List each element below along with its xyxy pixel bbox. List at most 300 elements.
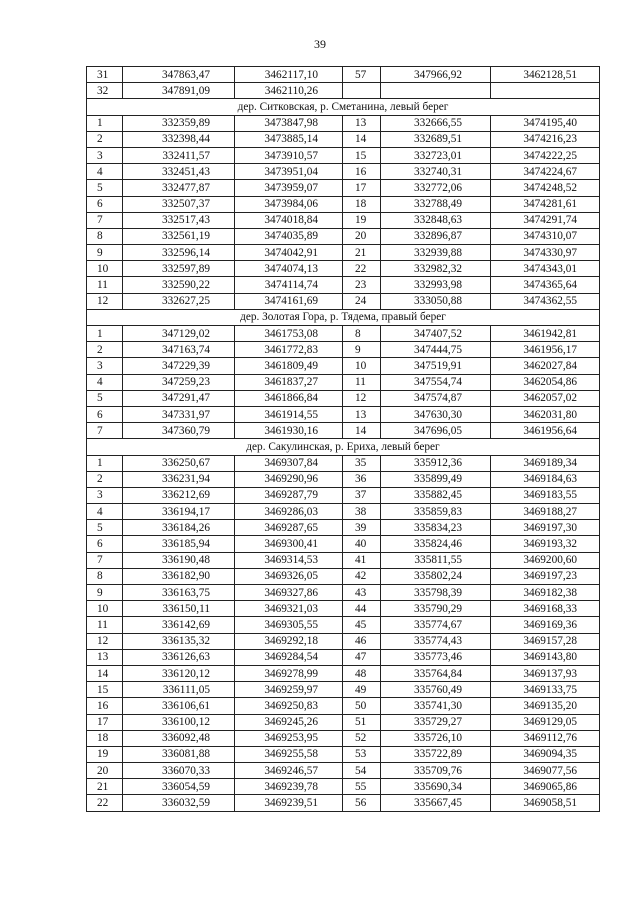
y-coordinate-cell: 3469245,26 [235, 714, 343, 730]
point-number-cell: 12 [87, 293, 123, 309]
point-number-cell: 13 [87, 649, 123, 665]
x-coordinate-cell: 335824,46 [381, 536, 491, 552]
y-coordinate-cell: 3473984,06 [235, 196, 343, 212]
x-coordinate-cell: 335811,55 [381, 552, 491, 568]
y-coordinate-cell: 3462031,80 [491, 406, 600, 422]
x-coordinate-cell: 347291,47 [123, 390, 235, 406]
x-coordinate-cell: 335764,84 [381, 665, 491, 681]
point-number-cell: 2 [87, 342, 123, 358]
table-row [87, 131, 600, 147]
point-number-cell: 8 [87, 568, 123, 584]
table-row [87, 746, 600, 762]
x-coordinate-cell: 332359,89 [123, 115, 235, 131]
y-coordinate-cell: 3461914,55 [235, 406, 343, 422]
y-coordinate-cell [491, 83, 600, 99]
point-number-cell: 39 [343, 520, 381, 536]
coordinates-table [86, 66, 600, 812]
table-row [87, 714, 600, 730]
section-header-row [87, 99, 600, 115]
y-coordinate-cell: 3469253,95 [235, 730, 343, 746]
table-row [87, 730, 600, 746]
y-coordinate-cell: 3469077,56 [491, 763, 600, 779]
table-row [87, 164, 600, 180]
table-row [87, 261, 600, 277]
point-number-cell: 9 [343, 342, 381, 358]
x-coordinate-cell: 332590,22 [123, 277, 235, 293]
table-row [87, 568, 600, 584]
y-coordinate-cell: 3469188,27 [491, 504, 600, 520]
x-coordinate-cell: 332982,32 [381, 261, 491, 277]
y-coordinate-cell: 3469300,41 [235, 536, 343, 552]
x-coordinate-cell: 335859,83 [381, 504, 491, 520]
table-row [87, 585, 600, 601]
x-coordinate-cell: 335802,24 [381, 568, 491, 584]
y-coordinate-cell: 3474224,67 [491, 164, 600, 180]
y-coordinate-cell: 3469112,76 [491, 730, 600, 746]
y-coordinate-cell: 3461866,84 [235, 390, 343, 406]
x-coordinate-cell: 336054,59 [123, 779, 235, 795]
table-row [87, 601, 600, 617]
table-row [87, 682, 600, 698]
point-number-cell: 1 [87, 455, 123, 471]
x-coordinate-cell: 336100,12 [123, 714, 235, 730]
y-coordinate-cell: 3462128,51 [491, 67, 600, 83]
x-coordinate-cell: 336081,88 [123, 746, 235, 762]
y-coordinate-cell: 3473910,57 [235, 147, 343, 163]
x-coordinate-cell: 332451,43 [123, 164, 235, 180]
y-coordinate-cell: 3461930,16 [235, 423, 343, 439]
x-coordinate-cell: 335667,45 [381, 795, 491, 811]
x-coordinate-cell: 332627,25 [123, 293, 235, 309]
x-coordinate-cell: 347966,92 [381, 67, 491, 83]
x-coordinate-cell: 347407,52 [381, 326, 491, 342]
y-coordinate-cell: 3473951,04 [235, 164, 343, 180]
point-number-cell: 2 [87, 131, 123, 147]
y-coordinate-cell: 3469278,99 [235, 665, 343, 681]
table-row [87, 795, 600, 811]
point-number-cell: 53 [343, 746, 381, 762]
point-number-cell: 7 [87, 423, 123, 439]
x-coordinate-cell: 336194,17 [123, 504, 235, 520]
point-number-cell: 35 [343, 455, 381, 471]
x-coordinate-cell: 336120,12 [123, 665, 235, 681]
y-coordinate-cell: 3474291,74 [491, 212, 600, 228]
x-coordinate-cell: 336150,11 [123, 601, 235, 617]
y-coordinate-cell: 3469305,55 [235, 617, 343, 633]
section-header-row [87, 309, 600, 325]
x-coordinate-cell: 332398,44 [123, 131, 235, 147]
table-row [87, 147, 600, 163]
x-coordinate-cell: 336142,69 [123, 617, 235, 633]
point-number-cell: 45 [343, 617, 381, 633]
point-number-cell: 21 [343, 245, 381, 261]
point-number-cell: 16 [87, 698, 123, 714]
y-coordinate-cell: 3469200,60 [491, 552, 600, 568]
x-coordinate-cell: 332723,01 [381, 147, 491, 163]
y-coordinate-cell: 3469135,20 [491, 698, 600, 714]
y-coordinate-cell: 3462027,84 [491, 358, 600, 374]
table-row [87, 245, 600, 261]
point-number-cell: 47 [343, 649, 381, 665]
x-coordinate-cell: 335834,23 [381, 520, 491, 536]
y-coordinate-cell: 3469137,93 [491, 665, 600, 681]
x-coordinate-cell: 335912,36 [381, 455, 491, 471]
x-coordinate-cell: 332896,87 [381, 228, 491, 244]
y-coordinate-cell: 3473847,98 [235, 115, 343, 131]
table-row [87, 67, 600, 83]
x-coordinate-cell: 332740,31 [381, 164, 491, 180]
table-row [87, 552, 600, 568]
y-coordinate-cell: 3474362,55 [491, 293, 600, 309]
y-coordinate-cell: 3469326,05 [235, 568, 343, 584]
x-coordinate-cell: 347696,05 [381, 423, 491, 439]
table-row [87, 115, 600, 131]
y-coordinate-cell: 3469193,32 [491, 536, 600, 552]
table-row [87, 180, 600, 196]
y-coordinate-cell: 3469133,75 [491, 682, 600, 698]
x-coordinate-cell: 335722,89 [381, 746, 491, 762]
point-number-cell: 21 [87, 779, 123, 795]
table-row [87, 358, 600, 374]
table-row [87, 649, 600, 665]
y-coordinate-cell: 3469287,79 [235, 487, 343, 503]
point-number-cell: 6 [87, 196, 123, 212]
point-number-cell: 57 [343, 67, 381, 83]
point-number-cell: 43 [343, 585, 381, 601]
x-coordinate-cell: 347863,47 [123, 67, 235, 83]
point-number-cell: 32 [87, 83, 123, 99]
point-number-cell: 6 [87, 406, 123, 422]
y-coordinate-cell: 3474248,52 [491, 180, 600, 196]
y-coordinate-cell: 3469169,36 [491, 617, 600, 633]
x-coordinate-cell: 347554,74 [381, 374, 491, 390]
table-row [87, 196, 600, 212]
point-number-cell: 46 [343, 633, 381, 649]
x-coordinate-cell: 347519,91 [381, 358, 491, 374]
point-number-cell: 2 [87, 471, 123, 487]
table-row [87, 342, 600, 358]
x-coordinate-cell: 335882,45 [381, 487, 491, 503]
x-coordinate-cell: 347360,79 [123, 423, 235, 439]
point-number-cell: 51 [343, 714, 381, 730]
y-coordinate-cell: 3474310,07 [491, 228, 600, 244]
table-row [87, 698, 600, 714]
table-row [87, 293, 600, 309]
table-row [87, 228, 600, 244]
point-number-cell: 14 [87, 665, 123, 681]
y-coordinate-cell: 3469246,57 [235, 763, 343, 779]
x-coordinate-cell: 332788,49 [381, 196, 491, 212]
x-coordinate-cell: 347444,75 [381, 342, 491, 358]
point-number-cell: 13 [343, 115, 381, 131]
page-number: 39 [314, 37, 326, 51]
x-coordinate-cell: 336184,26 [123, 520, 235, 536]
table-row [87, 504, 600, 520]
coordinates-table-body [87, 67, 600, 812]
point-number-cell: 1 [87, 326, 123, 342]
point-number-cell: 37 [343, 487, 381, 503]
x-coordinate-cell: 347574,87 [381, 390, 491, 406]
point-number-cell [343, 83, 381, 99]
point-number-cell: 8 [343, 326, 381, 342]
y-coordinate-cell: 3474281,61 [491, 196, 600, 212]
y-coordinate-cell: 3469321,03 [235, 601, 343, 617]
point-number-cell: 5 [87, 520, 123, 536]
y-coordinate-cell: 3469189,34 [491, 455, 600, 471]
y-coordinate-cell: 3474161,69 [235, 293, 343, 309]
point-number-cell: 3 [87, 147, 123, 163]
x-coordinate-cell: 332939,88 [381, 245, 491, 261]
table-row [87, 520, 600, 536]
x-coordinate-cell: 336092,48 [123, 730, 235, 746]
y-coordinate-cell: 3461753,08 [235, 326, 343, 342]
y-coordinate-cell: 3461772,83 [235, 342, 343, 358]
table-row [87, 536, 600, 552]
x-coordinate-cell: 336250,67 [123, 455, 235, 471]
point-number-cell: 20 [343, 228, 381, 244]
y-coordinate-cell: 3469284,54 [235, 649, 343, 665]
y-coordinate-cell: 3469259,97 [235, 682, 343, 698]
point-number-cell: 23 [343, 277, 381, 293]
y-coordinate-cell: 3469184,63 [491, 471, 600, 487]
x-coordinate-cell: 335790,29 [381, 601, 491, 617]
y-coordinate-cell: 3469197,30 [491, 520, 600, 536]
y-coordinate-cell: 3461956,17 [491, 342, 600, 358]
point-number-cell: 5 [87, 180, 123, 196]
y-coordinate-cell: 3474330,97 [491, 245, 600, 261]
y-coordinate-cell: 3474222,25 [491, 147, 600, 163]
point-number-cell: 20 [87, 763, 123, 779]
point-number-cell: 42 [343, 568, 381, 584]
x-coordinate-cell: 336190,48 [123, 552, 235, 568]
y-coordinate-cell: 3469065,86 [491, 779, 600, 795]
point-number-cell: 10 [343, 358, 381, 374]
y-coordinate-cell: 3469286,03 [235, 504, 343, 520]
point-number-cell: 10 [87, 261, 123, 277]
y-coordinate-cell: 3469129,05 [491, 714, 600, 730]
y-coordinate-cell: 3474114,74 [235, 277, 343, 293]
x-coordinate-cell: 332517,43 [123, 212, 235, 228]
point-number-cell: 12 [87, 633, 123, 649]
point-number-cell: 49 [343, 682, 381, 698]
point-number-cell: 15 [87, 682, 123, 698]
x-coordinate-cell: 332561,19 [123, 228, 235, 244]
section-title: дер. Ситковская, р. Сметанина, левый берег [87, 99, 600, 115]
x-coordinate-cell: 335774,67 [381, 617, 491, 633]
x-coordinate-cell: 335741,30 [381, 698, 491, 714]
x-coordinate-cell: 335899,49 [381, 471, 491, 487]
y-coordinate-cell: 3469287,65 [235, 520, 343, 536]
table-row [87, 633, 600, 649]
x-coordinate-cell: 347129,02 [123, 326, 235, 342]
point-number-cell: 9 [87, 245, 123, 261]
point-number-cell: 7 [87, 212, 123, 228]
point-number-cell: 11 [343, 374, 381, 390]
point-number-cell: 1 [87, 115, 123, 131]
x-coordinate-cell [381, 83, 491, 99]
table-row [87, 779, 600, 795]
table-row [87, 83, 600, 99]
y-coordinate-cell: 3469143,80 [491, 649, 600, 665]
point-number-cell: 17 [343, 180, 381, 196]
x-coordinate-cell: 333050,88 [381, 293, 491, 309]
y-coordinate-cell: 3474216,23 [491, 131, 600, 147]
x-coordinate-cell: 335774,43 [381, 633, 491, 649]
y-coordinate-cell: 3474195,40 [491, 115, 600, 131]
x-coordinate-cell: 336185,94 [123, 536, 235, 552]
y-coordinate-cell: 3461942,81 [491, 326, 600, 342]
x-coordinate-cell: 332772,06 [381, 180, 491, 196]
x-coordinate-cell: 332597,89 [123, 261, 235, 277]
y-coordinate-cell: 3469197,23 [491, 568, 600, 584]
point-number-cell: 54 [343, 763, 381, 779]
y-coordinate-cell: 3469239,78 [235, 779, 343, 795]
y-coordinate-cell: 3469327,86 [235, 585, 343, 601]
y-coordinate-cell: 3469292,18 [235, 633, 343, 649]
x-coordinate-cell: 347229,39 [123, 358, 235, 374]
point-number-cell: 18 [87, 730, 123, 746]
point-number-cell: 18 [343, 196, 381, 212]
x-coordinate-cell: 335726,10 [381, 730, 491, 746]
point-number-cell: 19 [87, 746, 123, 762]
table-row [87, 212, 600, 228]
x-coordinate-cell: 335709,76 [381, 763, 491, 779]
point-number-cell: 11 [87, 617, 123, 633]
y-coordinate-cell: 3474035,89 [235, 228, 343, 244]
x-coordinate-cell: 332411,57 [123, 147, 235, 163]
x-coordinate-cell: 332507,37 [123, 196, 235, 212]
y-coordinate-cell: 3474018,84 [235, 212, 343, 228]
x-coordinate-cell: 335798,39 [381, 585, 491, 601]
x-coordinate-cell: 335729,27 [381, 714, 491, 730]
y-coordinate-cell: 3461956,64 [491, 423, 600, 439]
x-coordinate-cell: 332596,14 [123, 245, 235, 261]
y-coordinate-cell: 3469094,35 [491, 746, 600, 762]
point-number-cell: 24 [343, 293, 381, 309]
y-coordinate-cell: 3474042,91 [235, 245, 343, 261]
table-row [87, 326, 600, 342]
y-coordinate-cell: 3461809,49 [235, 358, 343, 374]
point-number-cell: 22 [343, 261, 381, 277]
point-number-cell: 10 [87, 601, 123, 617]
point-number-cell: 36 [343, 471, 381, 487]
x-coordinate-cell: 336231,94 [123, 471, 235, 487]
point-number-cell: 14 [343, 423, 381, 439]
x-coordinate-cell: 336111,05 [123, 682, 235, 698]
x-coordinate-cell: 336126,63 [123, 649, 235, 665]
x-coordinate-cell: 332689,51 [381, 131, 491, 147]
table-row [87, 455, 600, 471]
y-coordinate-cell: 3469307,84 [235, 455, 343, 471]
y-coordinate-cell: 3469183,55 [491, 487, 600, 503]
x-coordinate-cell: 332848,63 [381, 212, 491, 228]
y-coordinate-cell: 3469157,28 [491, 633, 600, 649]
point-number-cell: 22 [87, 795, 123, 811]
y-coordinate-cell: 3461837,27 [235, 374, 343, 390]
point-number-cell: 4 [87, 374, 123, 390]
point-number-cell: 40 [343, 536, 381, 552]
table-row [87, 665, 600, 681]
y-coordinate-cell: 3469182,38 [491, 585, 600, 601]
table-row [87, 471, 600, 487]
x-coordinate-cell: 332993,98 [381, 277, 491, 293]
y-coordinate-cell: 3469239,51 [235, 795, 343, 811]
table-row [87, 487, 600, 503]
x-coordinate-cell: 347630,30 [381, 406, 491, 422]
x-coordinate-cell: 332666,55 [381, 115, 491, 131]
x-coordinate-cell: 332477,87 [123, 180, 235, 196]
point-number-cell: 13 [343, 406, 381, 422]
point-number-cell: 5 [87, 390, 123, 406]
point-number-cell: 12 [343, 390, 381, 406]
point-number-cell: 4 [87, 504, 123, 520]
y-coordinate-cell: 3462054,86 [491, 374, 600, 390]
point-number-cell: 3 [87, 487, 123, 503]
table-row [87, 277, 600, 293]
x-coordinate-cell: 347259,23 [123, 374, 235, 390]
y-coordinate-cell: 3474365,64 [491, 277, 600, 293]
y-coordinate-cell: 3469058,51 [491, 795, 600, 811]
point-number-cell: 16 [343, 164, 381, 180]
table-row [87, 617, 600, 633]
section-title: дер. Сакулинская, р. Ериха, левый берег [87, 439, 600, 455]
x-coordinate-cell: 336135,32 [123, 633, 235, 649]
point-number-cell: 4 [87, 164, 123, 180]
y-coordinate-cell: 3469314,53 [235, 552, 343, 568]
x-coordinate-cell: 336106,61 [123, 698, 235, 714]
point-number-cell: 44 [343, 601, 381, 617]
section-header-row [87, 439, 600, 455]
y-coordinate-cell: 3469290,96 [235, 471, 343, 487]
y-coordinate-cell: 3473885,14 [235, 131, 343, 147]
table-row [87, 390, 600, 406]
point-number-cell: 55 [343, 779, 381, 795]
table-row [87, 406, 600, 422]
y-coordinate-cell: 3469168,33 [491, 601, 600, 617]
y-coordinate-cell: 3469255,58 [235, 746, 343, 762]
point-number-cell: 7 [87, 552, 123, 568]
y-coordinate-cell: 3473959,07 [235, 180, 343, 196]
point-number-cell: 15 [343, 147, 381, 163]
x-coordinate-cell: 335690,34 [381, 779, 491, 795]
point-number-cell: 41 [343, 552, 381, 568]
y-coordinate-cell: 3474343,01 [491, 261, 600, 277]
y-coordinate-cell: 3462117,10 [235, 67, 343, 83]
point-number-cell: 38 [343, 504, 381, 520]
point-number-cell: 11 [87, 277, 123, 293]
point-number-cell: 56 [343, 795, 381, 811]
table-row [87, 423, 600, 439]
y-coordinate-cell: 3474074,13 [235, 261, 343, 277]
point-number-cell: 9 [87, 585, 123, 601]
point-number-cell: 17 [87, 714, 123, 730]
y-coordinate-cell: 3462057,02 [491, 390, 600, 406]
x-coordinate-cell: 336163,75 [123, 585, 235, 601]
point-number-cell: 19 [343, 212, 381, 228]
x-coordinate-cell: 347331,97 [123, 406, 235, 422]
x-coordinate-cell: 336070,33 [123, 763, 235, 779]
point-number-cell: 14 [343, 131, 381, 147]
point-number-cell: 8 [87, 228, 123, 244]
point-number-cell: 48 [343, 665, 381, 681]
section-title: дер. Золотая Гора, р. Тядема, правый берег [87, 309, 600, 325]
point-number-cell: 6 [87, 536, 123, 552]
x-coordinate-cell: 335773,46 [381, 649, 491, 665]
x-coordinate-cell: 335760,49 [381, 682, 491, 698]
x-coordinate-cell: 347163,74 [123, 342, 235, 358]
x-coordinate-cell: 336212,69 [123, 487, 235, 503]
y-coordinate-cell: 3462110,26 [235, 83, 343, 99]
